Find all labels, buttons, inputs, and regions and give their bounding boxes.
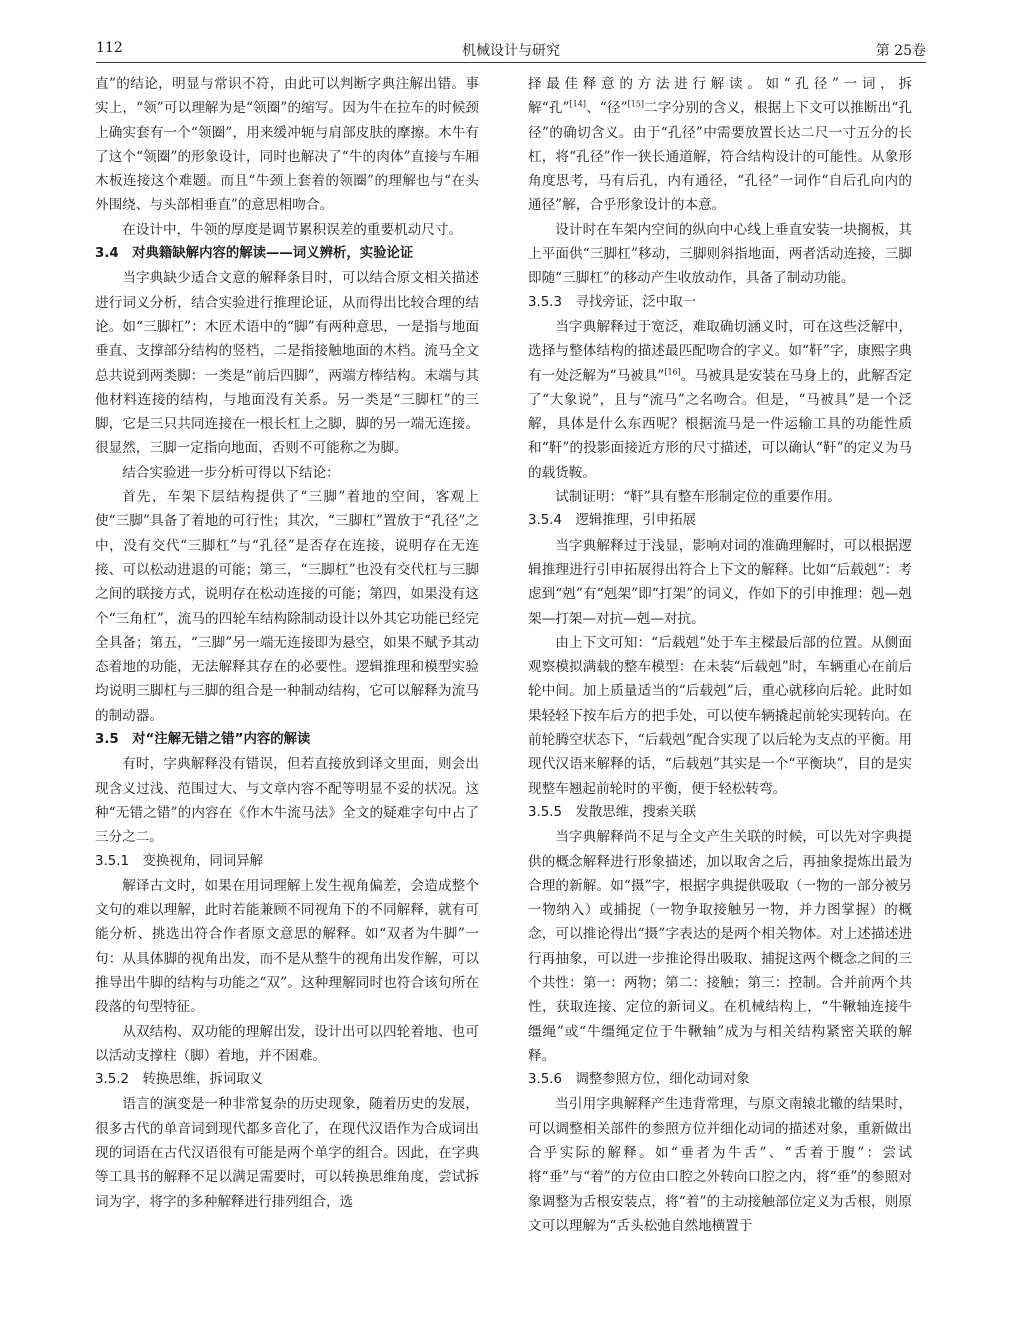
page-number: 112 <box>96 40 123 56</box>
section-heading: 3.5.6 调整参照方位，细化动词对象 <box>528 1072 750 1088</box>
paragraph: 在设计中，牛领的厚度是调节累积误差的重要机动尺寸。 <box>122 221 463 238</box>
paragraph: 试制证明：“靬”具有整车形制定位的重要作用。 <box>555 489 841 506</box>
paragraph: 语言的演变是一种非常复杂的历史现象，随着历史的发展，很多古代的单音词到现代都多音化了，在现代汉语作为合成词出现的词语在古代汉语很有可能是两个单字的组合。因此，在字典等工具书的解释不足以满足需要时，可以转换思维角度，尝试拆词为字，将字的多种解释进行排列组合，选 <box>95 1096 479 1210</box>
paragraph: 直”的结论，明显与常识不符，由此可以判断字典注解出错。事实上，“领”可以理解为是“领圈”的缩写。因为牛在拉车的时候颈上确实套有一个“领圈”，用来缓冲轭与肩部皮肤的摩擦。木牛有了这个“领圈”的形象设计，同时也解决了“牛的肉体”直接与车厢木板连接这个难题。而且“牛颈上套着的领圈”的理解也与“在头外围绕、与头部相垂直”的意思相吻合。 <box>95 76 479 214</box>
paragraph: 择最佳释意的方法进行解读。如“孔径”一词，拆解“孔”[14]、“径”[15]二字分别的含义，根据上下文可以推断出“孔径”的确切含义。由于“孔径”中需要放置长达二尺一寸五分的长杠，将“孔径”作一狭长通道解，符合结构设计的可能性。从象形角度思考，马有后孔，内有通径，“孔径”一词作“自后孔向内的通径”解，合乎形象设计的本意。 <box>528 76 912 214</box>
paragraph: 解译古文时，如果在用词理解上发生视角偏差，会造成整个文句的难以理解，此时若能兼顾不同视角下的不同解释，就有可能分析、挑选出符合作者原文意思的解释。如“双者为牛脚”一句：从具体脚的视角出发，而不是从整牛的视角出发作解，可以推导出牛脚的结构与功能之“双”。这种理解同时也符合该句所在段落的句型特征。 <box>95 877 479 1016</box>
paragraph: 当字典缺少适合文意的解释条目时，可以结合原文相关描述进行词义分析，结合实验进行推理论证，从而得出比较合理的结论。如“三脚杠”：木匠术语中的“脚”有两种意思，一是指与地面垂直、支撑部分结构的竖档，二是指接触地面的木档。流马全文总共说到两类脚：一类是“前后四脚”，两端方棒结构。末端与其他材料连接的结构，与地面没有关系。另一类是“三脚杠”的三脚，它是三只共同连接在一根长杠上之脚，脚的另一端无连接。很显然，三脚一定指向地面，否则不可能称之为脚。 <box>95 270 479 457</box>
paragraph: 有时，字典解释没有错误，但若直接放到译文里面，则会出现含义过浅、范围过大、与文章内容不配等明显不妥的状况。这种“无错之错”的内容在《作木牛流马法》全文的疑难字句中占了三分之二。 <box>95 756 479 846</box>
paragraph: 设计时在车架内空间的纵向中心线上垂直安装一块搁板，其上平面供“三脚杠”移动，三脚则斜指地面，两者活动连接，三脚即随“三脚杠”的移动产生收放动作，具备了制动功能。 <box>528 221 912 287</box>
section-heading: 3.5.3 寻找旁证，泛中取一 <box>528 294 696 310</box>
paragraph: 从双结构、双功能的理解出发，设计出可以四轮着地、也可以活动支撑柱（脚）着地，并不困难。 <box>95 1023 479 1064</box>
running-header <box>96 34 926 63</box>
paragraph: 当字典解释过于浅显，影响对词的准确理解时，可以根据逻辑推理进行引申拓展得出符合上下文的解释。比如“后载剋”：考虑到“剋”有“剋架”即“打架”的词义，作如下的引申推理：剋—剋架—打架—对抗—剋—对抗。 <box>528 537 912 627</box>
paragraph: 由上下文可知：“后载剋”处于车主樑最后部的位置。从侧面观察模拟满载的整车模型：在未装“后载剋”时，车辆重心在前后轮中间。加上质量适当的“后载剋”后，重心就移向后轮。此时如果轻轻下按车后方的把手处，可以使车辆撬起前轮实现转向。在前轮腾空状态下，“后载剋”配合实现了以后轮为支点的平衡。用现代汉语来解释的话，“后载剋”其实是一个“平衡块”，目的是实现整车翘起前轮时的平衡，便于轻松转弯。 <box>528 634 912 797</box>
paragraph: 当字典解释过于宽泛，难取确切涵义时，可在这些泛解中，选择与整体结构的描述最匹配吻合的字义。如“靬”字，康熙字典有一处泛解为“马被具”[16]。马被具是安装在马身上的，此解否定了“大象说”，且与“流马”之名吻合。但是，“马被具”是一个泛解，具体是什么东西呢？根据流马是一件运输工具的功能性质和“靬”的投影面接近方形的尺寸描述，可以确认“靬”的定义为马的载货鞍。 <box>528 318 913 481</box>
section-heading: 3.5 对“注解无错之错”内容的解读 <box>95 732 311 748</box>
paragraph: 当引用字典解释产生违背常理，与原文南辕北辙的结果时，可以调整相关部件的参照方位并细化动词的描述对象，重新做出合乎实际的解释。如“垂者为牛舌”、“舌着于腹”：尝试将“垂”与“着”的方位由口腔之外转向口腔之内，将“垂”的参照对象调整为舌根安装点，将“着”的主动接触部位定义为舌根，则原文可以理解为“舌头松弛自然地横置于 <box>528 1096 912 1234</box>
section-heading: 3.5.1 变换视角，同词异解 <box>95 853 263 869</box>
section-heading: 3.5.5 发散思维，搜索关联 <box>528 804 696 820</box>
volume-label: 第 25卷 <box>875 43 926 59</box>
left-column <box>95 72 479 1214</box>
paragraph: 首先，车架下层结构提供了“三脚”着地的空间，客观上使“三脚”具备了着地的可行性；其次，“三脚杠”置放于“孔径”之中，没有交代“三脚杠”与“孔径”是否存在连接，说明存在无连接、可以松动进退的可能；第三，“三脚杠”也没有交代杠与三脚之间的联接方式，说明存在松动连接的可能；第四，如果没有这个“三角杠”，流马的四轮车结构除制动设计以外其它功能已经完全具备；第五，“三脚”另一端无连接即为悬空，如果不赋予其动态着地的功能，无法解释其存在的必要性。逻辑推理和模型实验均说明三脚杠与三脚的组合是一种制动结构，它可以解释为流马的制动器。 <box>95 489 479 724</box>
paragraph: 结合实验进一步分析可得以下结论： <box>122 464 340 481</box>
journal-title: 机械设计与研究 <box>462 43 560 59</box>
section-heading: 3.5.2 转换思维，拆词取义 <box>95 1072 263 1088</box>
section-heading: 3.4 对典籍缺解内容的解读——词义辨析，实验论证 <box>95 246 414 262</box>
paragraph: 当字典解释尚不足与全文产生关联的时候，可以先对字典提供的概念解释进行形象描述，加以取舍之后，再抽象提炼出最为合理的新解。如“摄”字，根据字典提供吸取（一物的一部分被另一物纳入）或捕捉（一物争取接触另一物，并力图掌握）的概念，可以推论得出“摄”字表达的是两个相关物体。对上述描述进行再抽象，可以进一步推论得出吸取、捕捉这两个概念之间的三个共性：第一：两物；第二：接触；第三：控制。合并前两个共性，获取连接、定位的新词义。在机械结构上，“牛鞦轴连接牛缰绳”或“牛缰绳定位于牛鞦轴”成为与相关结构紧密关联的解释。 <box>528 829 912 1064</box>
right-column <box>528 72 912 1238</box>
section-heading: 3.5.4 逻辑推理，引申拓展 <box>528 513 696 529</box>
